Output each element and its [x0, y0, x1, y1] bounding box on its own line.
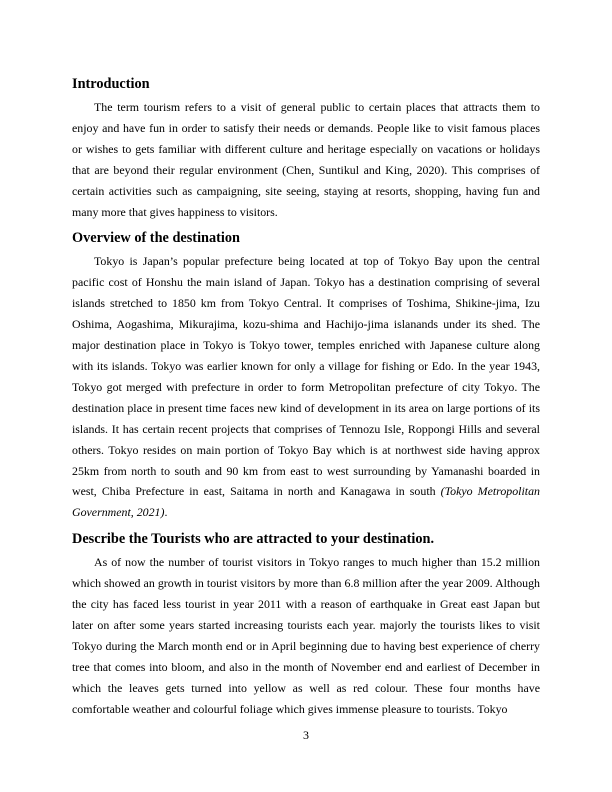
section-heading: Introduction	[72, 76, 150, 92]
section-heading: Describe the Tourists who are attracted to your destination.	[72, 531, 435, 548]
tourists-section	[72, 529, 540, 719]
paragraph	[72, 251, 540, 523]
paragraph-end: .	[164, 505, 168, 520]
page-number: 3	[303, 728, 309, 742]
paragraph: As of now the number of tourist visitors in Tokyo ranges to much higher than 15.2 million which showed an growth in tourist visitors by more than 6.8 million after the year 2009. Although the city has faced less tourist in year 2011 with a reason of earthquake in Great east Japan but later on after some years started increasing tourists each year. majorly the tourists likes to visit Tokyo during the March month end or in April beginning due to having best experience of cherry tree that comes into bloom, and also in the month of November end and earliest of December in which the leaves gets turned into yellow as well as red colour. These four months have comfortable weather and colourful foliage which gives immense pleasure to tourists. Tokyo	[72, 555, 540, 716]
overview-section	[72, 228, 540, 523]
citation: (Tokyo Metropolitan Government, 2021)	[72, 484, 540, 520]
introduction-section	[72, 74, 540, 222]
paragraph: The term tourism refers to a visit of general public to certain places that attracts them to enjoy and have fun in order to satisfy their needs or demands. People like to visit famous places or wishes to gets familiar with different culture and heritage especially on vacations or holidays that are beyond their regular environment (Chen, Suntikul and King, 2020). This comprises of certain activities such as campaigning, site seeing, staying at resorts, shopping, having fun and many more that gives happiness to visitors.	[72, 100, 540, 219]
section-heading: Overview of the destination	[72, 230, 240, 247]
document-page	[72, 74, 540, 719]
paragraph-text: Tokyo is Japan’s popular prefecture being located at top of Tokyo Bay upon the central pacific cost of Honshu the main island of Japan. Tokyo has a destination comprising of several islands stretched to 1850 km from Tokyo Central. It comprises of Toshima, Shikine-jima, Izu Oshima, Aogashima, Mikurajima, kozu-shima and Hachijo-jima islanands under its shed. The major destination place in Tokyo is Tokyo tower, temples enriched with Japanese culture along with its islands. Tokyo was earlier known for only a village for fishing or Edo. In the year 1943, Tokyo got merged with prefecture in order to form Metropolitan prefecture of city Tokyo. The destination place in present time faces new kind of development in its area on large portions of its islands. It has certain recent projects that comprises of Tennozu Isle, Roppongi Hills and several others. Tokyo resides on main portion of Tokyo Bay which is at northwest side having approx 25km from north to south and 90 km from east to west surrounding by Yamanashi boarded in west, Chiba Prefecture in east, Saitama in north and Kanagawa in south	[72, 254, 540, 499]
